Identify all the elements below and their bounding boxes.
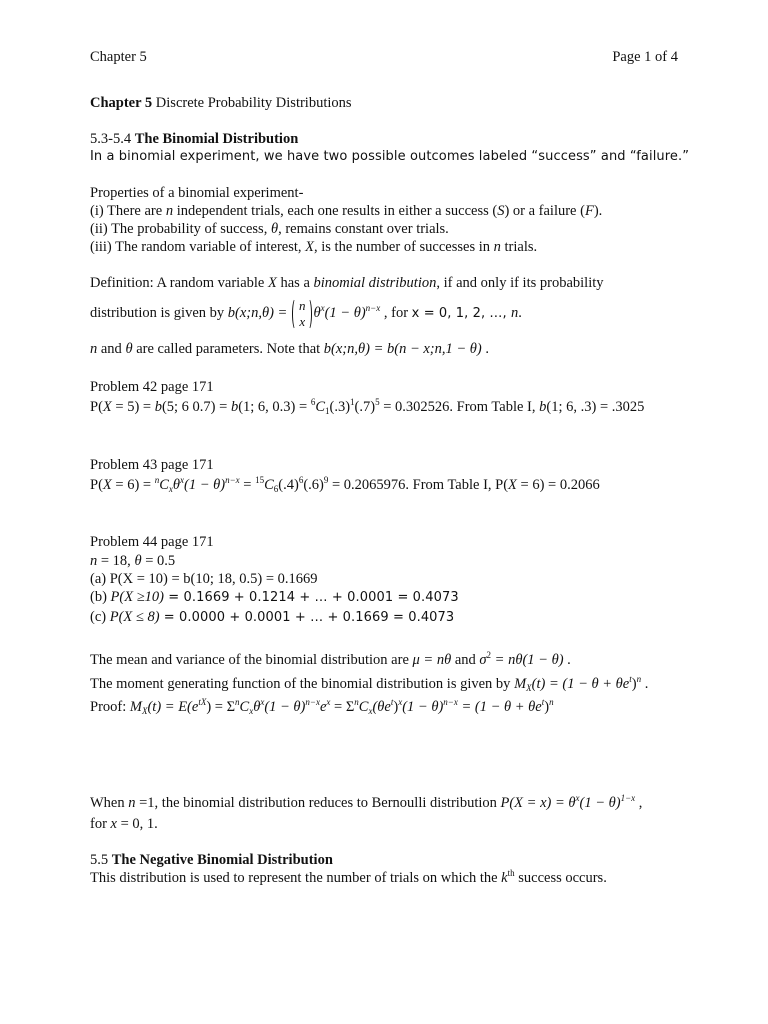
property-2 bbox=[90, 220, 449, 238]
var-C: C bbox=[315, 399, 325, 415]
text: and bbox=[97, 341, 126, 357]
one-minus-theta: (1 − θ) bbox=[324, 305, 366, 321]
text: ) bbox=[631, 676, 637, 692]
variance-formula: = nθ(1 − θ) bbox=[491, 652, 564, 668]
exponent: 1 bbox=[350, 397, 355, 407]
var-M: M bbox=[129, 699, 142, 715]
exponent: 5 bbox=[375, 397, 380, 407]
subscript: 1 bbox=[325, 406, 330, 416]
var-theta: θ bbox=[253, 699, 261, 715]
text: (1; 6, .3) = .3025 bbox=[546, 399, 645, 415]
support-range: x = 0, 1, 2, …, bbox=[411, 306, 511, 321]
var-k: k bbox=[501, 870, 508, 886]
var-b: b bbox=[154, 399, 162, 415]
text: = 0.0000 + 0.0001 + … + 0.1669 = 0.4073 bbox=[159, 610, 455, 625]
subscript: X bbox=[526, 683, 532, 693]
text: (b) bbox=[90, 589, 111, 605]
text: . bbox=[563, 652, 571, 668]
var-theta: θ bbox=[125, 341, 133, 357]
var-b: b bbox=[230, 399, 239, 415]
text: P( bbox=[90, 399, 103, 415]
text: The moment generating function of the binomial distribution is given by bbox=[90, 676, 515, 692]
text: = 0.302526. From Table I, bbox=[379, 399, 540, 415]
exponent: n−x bbox=[305, 697, 320, 707]
text: (1 − θ) bbox=[579, 795, 621, 811]
text: = 0, 1. bbox=[116, 816, 158, 832]
var-n: n bbox=[128, 795, 136, 811]
var-X: X bbox=[508, 477, 517, 493]
text: ). bbox=[593, 203, 603, 219]
text: ) or a failure ( bbox=[504, 203, 585, 219]
section-number: 5.5 bbox=[90, 852, 112, 868]
exponent: 6 bbox=[298, 475, 304, 485]
expression: P(X ≥10) bbox=[110, 589, 165, 605]
bernoulli-line-2 bbox=[90, 815, 158, 833]
exponent: x bbox=[326, 697, 331, 707]
problem-42-solution bbox=[90, 398, 644, 416]
definition-line-2 bbox=[90, 295, 522, 332]
text: (1 − θ) bbox=[264, 699, 306, 715]
subscript: x bbox=[168, 484, 173, 494]
text: = 6) = bbox=[111, 477, 155, 493]
header-page-number: Page 1 of 4 bbox=[612, 49, 678, 65]
exponent: 2 bbox=[486, 650, 492, 660]
var-C: C bbox=[264, 477, 274, 493]
text: = 18, bbox=[97, 553, 135, 569]
text: = (1 − θ + θe bbox=[457, 699, 542, 715]
mgf-line bbox=[90, 675, 648, 693]
section-negative-binomial-heading bbox=[90, 851, 333, 869]
var-M: M bbox=[514, 676, 527, 692]
problem-44-params bbox=[90, 552, 175, 570]
problem-42-heading: Problem 42 page 171 bbox=[90, 379, 214, 395]
text: (.4) bbox=[278, 477, 299, 493]
mgf-proof-line bbox=[90, 698, 554, 716]
var-X: X bbox=[268, 275, 277, 291]
binom-top: n bbox=[298, 297, 306, 313]
text: When bbox=[90, 795, 129, 811]
var-F: F bbox=[584, 203, 594, 219]
definition-line-1 bbox=[90, 274, 604, 292]
text: (ii) The probability of success, bbox=[90, 221, 271, 237]
text: The mean and variance of the binomial distribution are bbox=[90, 652, 413, 668]
text: and bbox=[451, 652, 480, 668]
ordinal-suffix: th bbox=[507, 868, 515, 878]
exponent: n bbox=[235, 697, 240, 707]
text: (t) = (1 − θ + θe bbox=[531, 676, 630, 692]
mean-variance-line bbox=[90, 651, 571, 669]
var-C: C bbox=[239, 699, 250, 715]
var-n: n bbox=[90, 553, 98, 569]
text: (1 − θ) bbox=[184, 477, 226, 493]
var-theta: θ bbox=[172, 477, 180, 493]
proof-label: Proof: bbox=[90, 699, 130, 715]
text: = 0.5 bbox=[141, 553, 176, 569]
text: (c) bbox=[90, 609, 110, 625]
definition-term: binomial distribution bbox=[313, 275, 437, 291]
exp-n-minus-x: n−x bbox=[365, 303, 381, 313]
var-e: e bbox=[319, 699, 327, 715]
section-number: 5.3-5.4 bbox=[90, 131, 135, 147]
text: This distribution is used to represent the number of trials on which the bbox=[90, 870, 502, 886]
text: P( bbox=[90, 477, 103, 493]
exponent: n bbox=[354, 697, 359, 707]
mean-formula: μ = nθ bbox=[412, 652, 452, 668]
exp-x: x bbox=[320, 303, 325, 313]
subscript: x bbox=[368, 706, 373, 716]
properties-heading: Properties of a binomial experiment- bbox=[90, 185, 304, 201]
text: success occurs. bbox=[514, 870, 607, 886]
text: for bbox=[90, 816, 111, 832]
var-X: X bbox=[305, 239, 315, 255]
subscript: x bbox=[249, 706, 254, 716]
text: = 6) = 0.2066 bbox=[516, 477, 600, 493]
exponent: x bbox=[260, 697, 265, 707]
expression: P(X ≤ 8) bbox=[109, 609, 160, 625]
exponent: 9 bbox=[323, 475, 329, 485]
text: (i) There are bbox=[90, 203, 166, 219]
text: ) bbox=[544, 699, 550, 715]
subscript: X bbox=[141, 706, 148, 716]
text: . bbox=[641, 676, 649, 692]
text: (.6) bbox=[303, 477, 324, 493]
exponent: t bbox=[541, 697, 545, 707]
text: (θe bbox=[372, 699, 391, 715]
exponent: n−x bbox=[443, 697, 458, 707]
pre-superscript: 6 bbox=[310, 397, 316, 407]
pmf-lhs: b(x;n,θ) = bbox=[227, 305, 291, 321]
section-binomial-heading bbox=[90, 130, 298, 148]
var-S: S bbox=[497, 203, 505, 219]
text: independent trials, each one results in either a success ( bbox=[173, 203, 498, 219]
text: are called parameters. Note that bbox=[132, 341, 324, 357]
exponent: n−x bbox=[225, 475, 240, 485]
section-name: The Negative Binomial Distribution bbox=[111, 852, 333, 868]
text: has a bbox=[276, 275, 314, 291]
text: , bbox=[635, 795, 643, 811]
pre-superscript: 15 bbox=[255, 475, 265, 485]
exponent: x bbox=[180, 475, 184, 485]
binomial-coefficient bbox=[292, 298, 313, 330]
text: , is the number of successes in bbox=[314, 239, 494, 255]
exponent: t bbox=[390, 697, 394, 707]
binom-bottom: x bbox=[299, 313, 306, 329]
text: =1, the binomial distribution reduces to Bernoulli distribution bbox=[135, 795, 501, 811]
text: ) = Σ bbox=[206, 699, 236, 715]
var-n: n bbox=[511, 305, 519, 321]
text: = bbox=[239, 477, 256, 493]
text: Definition: A random variable bbox=[90, 275, 268, 291]
text: distribution is given by bbox=[90, 305, 228, 321]
binomial-intro: In a binomial experiment, we have two possible outcomes labeled “success” and “failure.” bbox=[90, 149, 690, 164]
problem-43-solution bbox=[90, 476, 600, 494]
problem-44-part-b bbox=[90, 588, 459, 607]
var-x: x bbox=[110, 816, 117, 832]
var-theta: θ bbox=[270, 221, 279, 237]
text: (1; 6, 0.3) = bbox=[238, 399, 311, 415]
exponent: t bbox=[629, 674, 632, 684]
property-1 bbox=[90, 202, 602, 220]
bernoulli-line-1 bbox=[90, 794, 642, 812]
exponent: x bbox=[398, 697, 403, 707]
exponent: n bbox=[549, 697, 554, 707]
text: . bbox=[481, 341, 489, 357]
exponent: 1−x bbox=[620, 793, 636, 803]
chapter-title-rest: Discrete Probability Distributions bbox=[152, 95, 352, 111]
exponent: n bbox=[636, 674, 642, 684]
symmetry-identity: b(x;n,θ) = b(n − x;n,1 − θ) bbox=[323, 341, 482, 357]
text: = 0.2065976. From Table I, P( bbox=[328, 477, 509, 493]
text: (.3) bbox=[329, 399, 351, 415]
text: (1 − θ) bbox=[402, 699, 444, 715]
var-theta: θ bbox=[313, 305, 321, 321]
text: ) bbox=[393, 699, 399, 715]
var-n: n bbox=[90, 341, 98, 357]
negative-binomial-description bbox=[90, 869, 607, 887]
var-X: X bbox=[102, 399, 112, 415]
text: , remains constant over trials. bbox=[278, 221, 449, 237]
exponent: tX bbox=[198, 697, 207, 707]
chapter-title-bold: Chapter 5 bbox=[90, 95, 153, 111]
var-C: C bbox=[159, 477, 169, 493]
chapter-title bbox=[90, 94, 352, 112]
pre-superscript: n bbox=[154, 475, 160, 485]
text: (5; 6 0.7) = bbox=[161, 399, 231, 415]
text: , for bbox=[380, 305, 412, 321]
header-chapter: Chapter 5 bbox=[90, 49, 147, 65]
text: = 0.1669 + 0.1214 + … + 0.0001 = 0.4073 bbox=[164, 590, 459, 605]
var-n: n bbox=[493, 239, 501, 255]
var-n: n bbox=[165, 203, 174, 219]
text: = Σ bbox=[330, 699, 355, 715]
text: (t) = E(e bbox=[147, 699, 199, 715]
problem-44-heading: Problem 44 page 171 bbox=[90, 534, 214, 550]
definition-line-3 bbox=[90, 340, 489, 358]
text: = 5) = bbox=[111, 399, 155, 415]
text: (iii) The random variable of interest, bbox=[90, 239, 306, 255]
var-C: C bbox=[358, 699, 369, 715]
text: trials. bbox=[500, 239, 538, 255]
text: , if and only if its probability bbox=[436, 275, 604, 291]
var-theta: θ bbox=[134, 553, 142, 569]
text: . bbox=[518, 305, 522, 321]
property-3 bbox=[90, 238, 537, 256]
section-name: The Binomial Distribution bbox=[134, 131, 299, 147]
subscript: 6 bbox=[273, 484, 279, 494]
bernoulli-pmf: P(X = x) = θ bbox=[500, 795, 576, 811]
var-sigma: σ bbox=[479, 652, 487, 668]
var-b: b bbox=[539, 399, 547, 415]
problem-44-part-c bbox=[90, 608, 454, 627]
text: (.7) bbox=[354, 399, 376, 415]
var-X: X bbox=[102, 477, 112, 493]
problem-43-heading: Problem 43 page 171 bbox=[90, 457, 214, 473]
problem-44-part-a: (a) P(X = 10) = b(10; 18, 0.5) = 0.1669 bbox=[90, 571, 318, 587]
exponent: x bbox=[575, 793, 580, 803]
